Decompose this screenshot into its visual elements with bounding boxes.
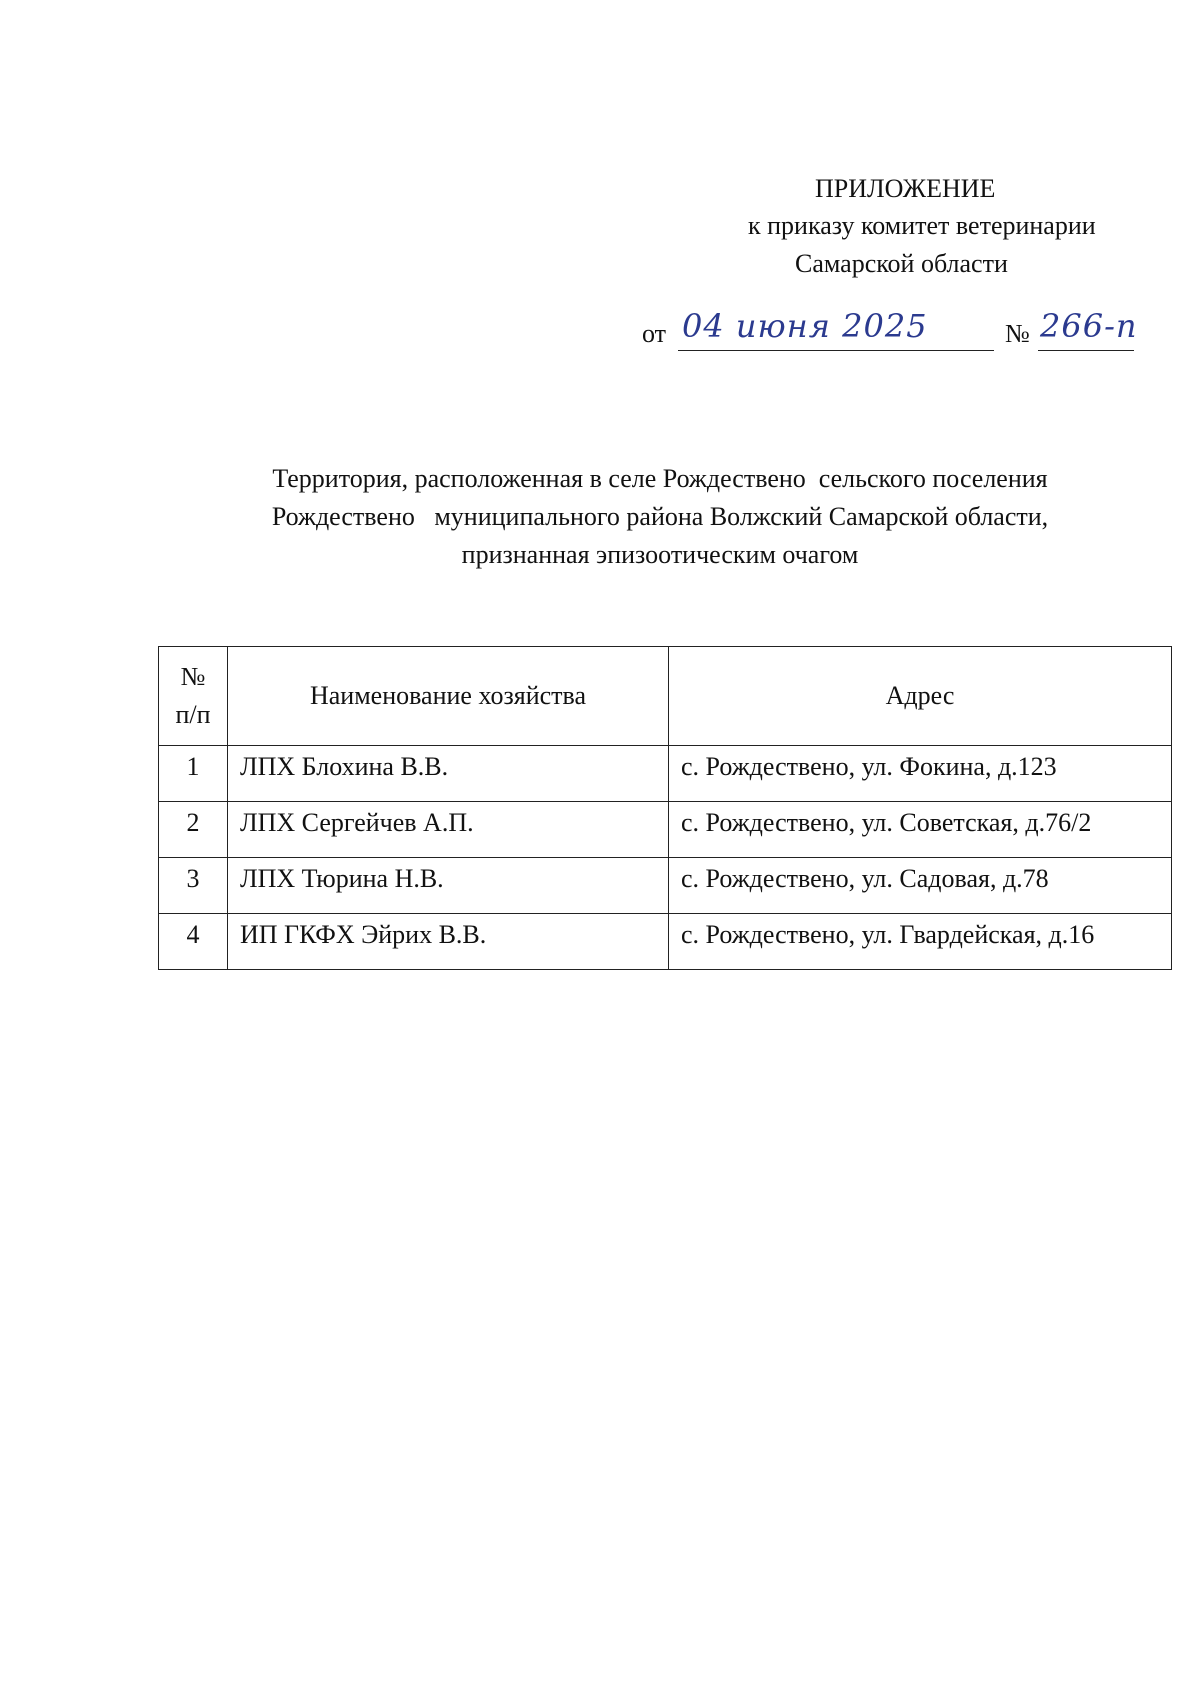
- row-number: 1: [159, 746, 228, 802]
- table-row: [159, 914, 1172, 970]
- appendix-line-order: к приказу комитет ветеринарии: [748, 211, 1096, 240]
- row-number: 3: [159, 858, 228, 914]
- table-row: [159, 746, 1172, 802]
- row-farm-name: ИП ГКФХ Эйрих В.В.: [228, 914, 669, 970]
- row-address: с. Рождествено, ул. Гвардейская, д.16: [669, 914, 1172, 970]
- document-heading: [150, 460, 1170, 574]
- order-date-number: [640, 307, 1140, 355]
- farms-table: [158, 646, 1172, 970]
- row-number: 2: [159, 802, 228, 858]
- header-farm-name: Наименование хозяйства: [228, 647, 669, 746]
- heading-line-3: признанная эпизоотическим очагом: [461, 540, 859, 569]
- row-farm-name: ЛПХ Тюрина Н.В.: [228, 858, 669, 914]
- header-number: № п/п: [159, 647, 228, 746]
- table-row: [159, 858, 1172, 914]
- row-address: с. Рождествено, ул. Фокина, д.123: [669, 746, 1172, 802]
- row-farm-name: ЛПХ Сергейчев А.П.: [228, 802, 669, 858]
- row-address: с. Рождествено, ул. Советская, д.76/2: [669, 802, 1172, 858]
- row-address: с. Рождествено, ул. Садовая, д.78: [669, 858, 1172, 914]
- header-address: Адрес: [669, 647, 1172, 746]
- order-number-handwritten: 266-п: [1040, 307, 1138, 345]
- heading-line-2: Рождествено муниципального района Волжский Самарской области,: [271, 502, 1049, 531]
- table-row: [159, 802, 1172, 858]
- order-number-label: №: [1005, 319, 1030, 348]
- order-from-label: от: [642, 319, 667, 348]
- date-underline: [678, 350, 994, 351]
- row-number: 4: [159, 914, 228, 970]
- order-date-handwritten: 04 июня 2025: [682, 307, 928, 345]
- document-page: ПРИЛОЖЕНИЕ к приказу комитет ветеринарии Самарской области от 04 июня 2025 № 266-п Территория, расположенная в селе Рождествено сельского поселения Рождествено муниципального района Волжский Самарской области, признанная эпизоотическим очагом № п/п Наименование хозяйства Адрес 1 ЛПХ Блохина В.В. с. Рождествено, ул. Фокина, д.123 2 ЛПХ Сергейчев А.П. с. Рождествено, ул. Советская, д.76/2 3 ЛПХ Тюрина Н.В. с. Рождествено, ул. Садовая, д.78 4 ИП ГКФХ Эйрих В.В. с. Рождествено, ул. Гвардейская, д.16: [0, 0, 1200, 1695]
- number-underline: [1038, 350, 1134, 351]
- heading-line-1: Территория, расположенная в селе Рождествено сельского поселения: [272, 464, 1048, 493]
- row-farm-name: ЛПХ Блохина В.В.: [228, 746, 669, 802]
- table-header-row: [159, 647, 1172, 746]
- appendix-line-region: Самарской области: [795, 249, 1008, 278]
